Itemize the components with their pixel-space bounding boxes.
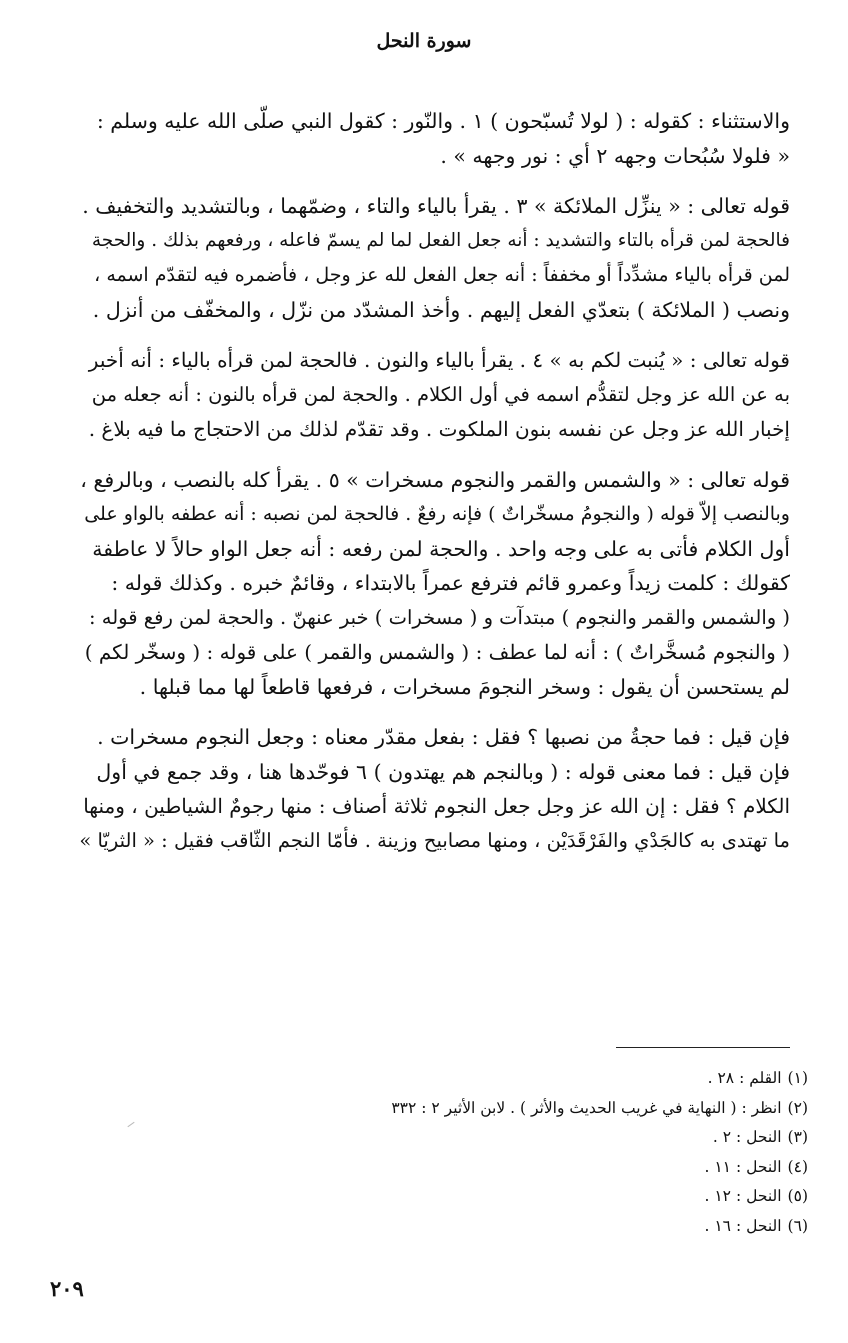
text-line: ونصب ( الملائكة ) بتعدّي الفعل إليهم . وأخذ المشدّد من نزّل ، والمخفّف من أنزل . bbox=[92, 297, 790, 322]
paragraph bbox=[78, 720, 790, 858]
text-line: فإن قيل : فما حجةُ من نصبها ؟ فقل : بفعل مقدّر معناه : وجعل النجوم مسخرات . bbox=[97, 725, 790, 749]
page-number: ٢٠٩ bbox=[50, 1276, 84, 1301]
footnotes bbox=[300, 1064, 808, 1241]
footnote-text: النحل : ٢ . bbox=[712, 1128, 782, 1146]
footnote-text: النحل : ١١ . bbox=[704, 1157, 782, 1176]
text-line: لم يستحسن أن يقول : وسخر النجومَ مسخرات ، فرفعها قاطعاً لها مما قبلها . bbox=[139, 674, 790, 699]
footnote-number: (٢) bbox=[787, 1098, 808, 1117]
text-line: أول الكلام فأتى به على وجه واحد . والحجة لمن رفعه : أنه جعل الواو حالاً لا عاطفة bbox=[92, 536, 790, 561]
footnote bbox=[300, 1153, 808, 1183]
paragraph bbox=[78, 104, 790, 173]
footnote-number: (٤) bbox=[787, 1157, 808, 1176]
paragraph bbox=[78, 189, 790, 327]
footnote-separator bbox=[616, 1047, 790, 1048]
text-line: ما تهتدى به كالجَدْي والفَرْقَدَيْن ، ومنها مصابيح وزينة . فأمّا النجم الثّاقب فقيل : « الثريّا » bbox=[79, 828, 790, 852]
footnote-number: (٥) bbox=[787, 1187, 808, 1205]
text-line: كقولك : كلمت زيداً وعمرو قائم فترفع عمراً بالابتداء ، وقائمٌ خبره . وكذلك قوله : bbox=[111, 571, 790, 595]
text-line: قوله تعالى : « يُنبت لكم به » ٤ . يقرأ بالياء والنون . فالحجة لمن قرأه بالياء : أنه أخبر bbox=[88, 348, 790, 372]
footnote-text: انظر : ( النهاية في غريب الحديث والأثر ) . لابن الأثير ٢ : ٣٣٢ bbox=[391, 1098, 782, 1117]
text-line: « فلولا سُبُحات وجهه ٢ أي : نور وجهه » . bbox=[440, 143, 790, 168]
page-header bbox=[0, 30, 848, 52]
main-text bbox=[78, 104, 790, 874]
text-line: ( والشمس والقمر والنجوم ) مبتدآت و ( مسخرات ) خبر عنهنّ . والحجة لمن رفع قوله : bbox=[89, 605, 790, 629]
text-line: الكلام ؟ فقل : إن الله عز وجل جعل النجوم ثلاثة أصناف : منها رجومٌ الشياطين ، ومنها bbox=[83, 794, 790, 818]
text-line: فالحجة لمن قرأه بالتاء والتشديد : أنه جعل الفعل لما لم يسمّ فاعله ، ورفعهم بذلك . والحجة bbox=[91, 229, 790, 251]
footnote-text: القلم : ٢٨ . bbox=[707, 1069, 782, 1087]
footnote-number: (١) bbox=[787, 1069, 808, 1087]
footnote bbox=[300, 1094, 808, 1124]
text-line: وبالنصب إلاّ قوله ( والنجومُ مسخّراتٌ ) فإنه رفعٌ . فالحجة لمن نصبه : أنه عطفه بالواو على bbox=[84, 503, 790, 525]
footnote bbox=[300, 1182, 808, 1212]
paragraph bbox=[78, 343, 790, 447]
text-line: إخبار الله عز وجل عن نفسه بنون الملكوت . وقد تقدّم لذلك من الاحتجاج ما فيه بلاغ . bbox=[88, 417, 790, 441]
text-line: قوله تعالى : « ينزِّل الملائكة » ٣ . يقرأ بالياء والتاء ، وضمّهما ، وبالتشديد والتخفيف . bbox=[82, 194, 790, 218]
footnote-text: النحل : ١٦ . bbox=[704, 1216, 782, 1235]
text-line: لمن قرأه بالياء مشدِّداً أو مخففاً : أنه جعل الفعل لله عز وجل ، فأضمره فيه لتقدّم اسمه ، bbox=[94, 264, 790, 286]
footnote-number: (٣) bbox=[787, 1128, 808, 1146]
text-line: قوله تعالى : « والشمس والقمر والنجوم مسخرات » ٥ . يقرأ كله بالنصب ، وبالرفع ، bbox=[80, 467, 790, 492]
footnote bbox=[300, 1123, 808, 1153]
scan-mark bbox=[127, 1122, 134, 1127]
surah-title: سورة النحل bbox=[376, 30, 472, 52]
footnote bbox=[300, 1212, 808, 1242]
text-line: ( والنجوم مُسخَّراتٌ ) : أنه لما عطف : ( والشمس والقمر ) على قوله : ( وسخّر لكم ) bbox=[84, 640, 790, 664]
text-line: به عن الله عز وجل لتقدُّم اسمه في أول الكلام . والحجة لمن قرأه بالنون : أنه جعله من bbox=[91, 382, 790, 406]
footnote-text: النحل : ١٢ . bbox=[704, 1187, 782, 1205]
paragraph bbox=[78, 463, 790, 705]
footnote bbox=[300, 1064, 808, 1094]
text-line: والاستثناء : كقوله : ( لولا تُسبّحون ) ١ . والنّور : كقول النبي صلّى الله عليه وسلم : bbox=[96, 109, 790, 133]
footnote-number: (٦) bbox=[787, 1216, 808, 1235]
text-line: فإن قيل : فما معنى قوله : ( وبالنجم هم يهتدون ) ٦ فوحّدها هنا ، وقد جمع في أول bbox=[96, 759, 790, 784]
